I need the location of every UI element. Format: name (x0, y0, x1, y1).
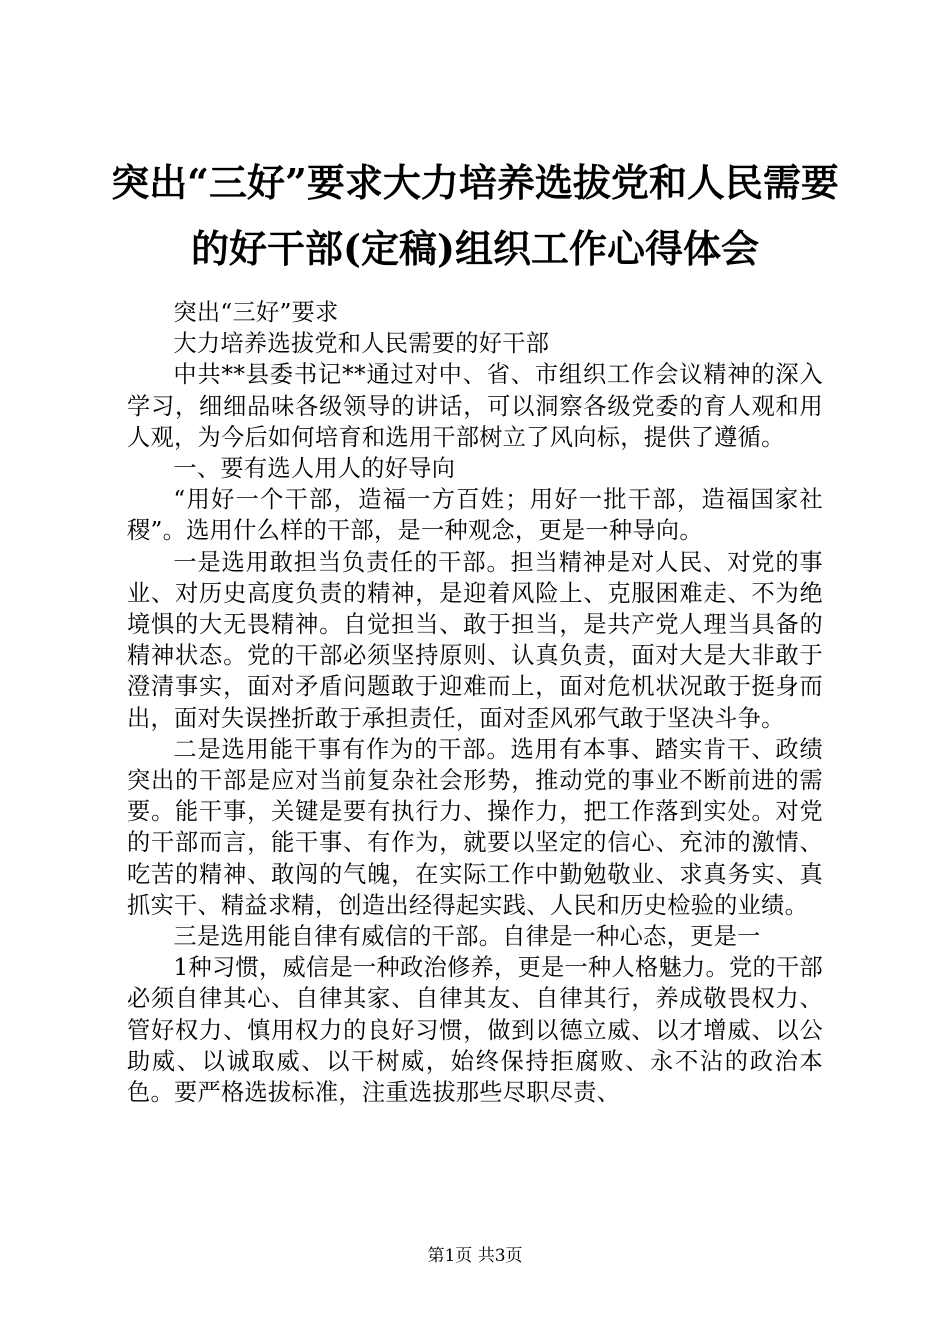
title-line-2: 的好干部(定稿)组织工作心得体会 (191, 226, 759, 271)
paragraph: 二是选用能干事有作为的干部。选用有本事、踏实肯干、政绩突出的干部是应对当前复杂社会形势，推动党的事业不断前进的需要。能干事，关键是要有执行力、操作力，把工作落到实处。对党的干部而言，能干事、有作为，就要以坚定的信心、充沛的激情、吃苦的精神、敢闯的气魄，在实际工作中勤勉敬业、求真务实、真抓实干、精益求精，创造出经得起实践、人民和历史检验的业绩。 (127, 735, 823, 919)
paragraph: 1种习惯，威信是一种政治修养，更是一种人格魅力。党的干部必须自律其心、自律其家、自律其友、自律其行，养成敬畏权力、管好权力、慎用权力的良好习惯，做到以德立威、以才增威、以公助威、以诚取威、以干树威，始终保持拒腐败、永不沾的政治本色。要严格选拔标准，注重选拔那些尽职尽责、 (127, 954, 823, 1107)
document-title (100, 150, 850, 282)
paragraph: “用好一个干部，造福一方百姓；用好一批干部，造福国家社稷”。选用什么样的干部，是一种观念，更是一种导向。 (127, 486, 823, 545)
page-footer: 第1页 共3页 (427, 1246, 523, 1266)
title-line-1: 突出“三好”要求大力培养选拔党和人民需要 (111, 160, 839, 205)
section-heading: 一、要有选人用人的好导向 (173, 455, 456, 483)
paragraph: 三是选用能自律有威信的干部。自律是一种心态，更是一 (173, 923, 761, 951)
paragraph: 大力培养选拔党和人民需要的好干部 (173, 330, 550, 358)
document-body (127, 297, 823, 1108)
paragraph: 一是选用敢担当负责任的干部。担当精神是对人民、对党的事业、对历史高度负责的精神，是迎着风险上、克服困难走、不为绝境惧的大无畏精神。自觉担当、敢于担当，是共产党人理当具备的精神状态。党的干部必须坚持原则、认真负责，面对大是大非敢于澄清事实，面对矛盾问题敢于迎难而上，面对危机状况敢于挺身而出，面对失误挫折敢于承担责任，面对歪风邪气敢于坚决斗争。 (127, 548, 823, 732)
paragraph: 突出“三好”要求 (173, 299, 339, 326)
paragraph: 中共**县委书记**通过对中、省、市组织工作会议精神的深入学习，细细品味各级领导的讲话，可以洞察各级党委的育人观和用人观，为今后如何培育和选用干部树立了风向标，提供了遵循。 (127, 361, 823, 451)
